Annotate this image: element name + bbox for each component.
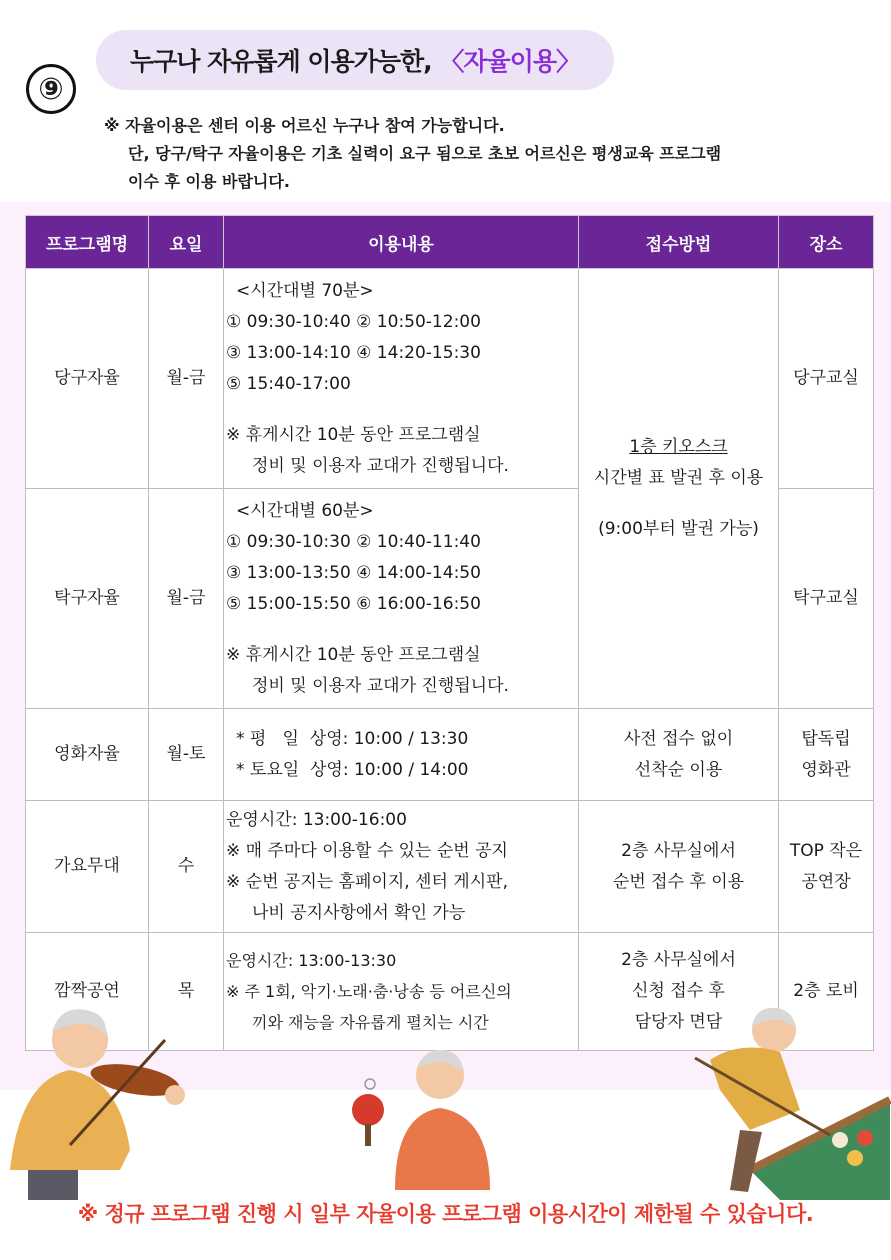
- program-place: 당구교실: [779, 269, 874, 489]
- program-day: 수: [149, 801, 224, 933]
- program-name: 당구자율: [26, 269, 149, 489]
- program-name: 깜짝공연: [26, 933, 149, 1051]
- program-content: [224, 801, 579, 933]
- content-line: 정비 및 이용자 교대가 진행됩니다.: [252, 675, 509, 696]
- violinist-illustration: [0, 1000, 210, 1200]
- program-place: 탁구교실: [779, 489, 874, 709]
- content-line: <시간대별 60분>: [236, 500, 374, 521]
- method-line: 2층 사무실에서: [621, 840, 736, 861]
- content-line: 끼와 재능을 자유롭게 펼치는 시간: [252, 1013, 489, 1032]
- notice-text: [104, 112, 721, 196]
- program-day: 목: [149, 933, 224, 1051]
- program-name: 탁구자율: [26, 489, 149, 709]
- place-line: 공연장: [801, 871, 851, 892]
- header-method: 접수방법: [579, 216, 779, 269]
- program-method: [579, 801, 779, 933]
- program-table: [25, 215, 874, 1051]
- notice-line-1: ※ 자율이용은 센터 이용 어르신 누구나 참여 가능합니다.: [104, 116, 505, 135]
- table-row: [26, 709, 874, 801]
- content-line: <시간대별 70분>: [236, 280, 374, 301]
- program-place: [779, 709, 874, 801]
- table-row: [26, 801, 874, 933]
- program-name: 가요무대: [26, 801, 149, 933]
- method-line: 순번 접수 후 이용: [612, 871, 745, 892]
- program-day: 월-토: [149, 709, 224, 801]
- content-line: ※ 매 주마다 이용할 수 있는 순번 공지: [226, 840, 508, 861]
- method-line: 시간별 표 발권 후 이용: [593, 468, 764, 488]
- title-highlight: 〈자율이용〉: [439, 47, 581, 76]
- content-line: 운영시간: 13:00-13:30: [226, 951, 397, 970]
- section-number: ⑨: [26, 64, 76, 114]
- content-line: ① 09:30-10:40 ② 10:50-12:00: [226, 311, 481, 332]
- header-program-name: 프로그램명: [26, 216, 149, 269]
- notice-line-3: 이수 후 이용 바랍니다.: [128, 172, 290, 191]
- program-place: [779, 801, 874, 933]
- content-line: ※ 휴게시간 10분 동안 프로그램실: [226, 424, 481, 445]
- content-line: ※ 순번 공지는 홈페이지, 센터 게시판,: [226, 871, 508, 892]
- method-line: (9:00부터 발권 가능): [598, 519, 759, 539]
- notice-line-2: 단, 당구/탁구 자율이용은 기초 실력이 요구 됨으로 초보 어르신은 평생교육 프로그램: [128, 144, 722, 163]
- shared-method-cell: [579, 269, 779, 709]
- table-tennis-player-illustration: [340, 1040, 500, 1200]
- header-content: 이용내용: [224, 216, 579, 269]
- method-line: 사전 접수 없이: [623, 728, 734, 749]
- program-content: [224, 709, 579, 801]
- program-name: 영화자율: [26, 709, 149, 801]
- content-line: ③ 13:00-13:50 ④ 14:00-14:50: [226, 562, 481, 583]
- program-place: 2층 로비: [779, 933, 874, 1051]
- header-day: 요일: [149, 216, 224, 269]
- content-line: ① 09:30-10:30 ② 10:40-11:40: [226, 531, 481, 552]
- method-line: 1층 키오스크: [629, 437, 728, 457]
- program-content: [224, 933, 579, 1051]
- content-line: ※ 주 1회, 악기·노래·춤·낭송 등 어르신의: [226, 982, 512, 1001]
- method-line: 2층 사무실에서: [621, 950, 736, 970]
- content-line: * 평 일 상영: 10:00 / 13:30: [236, 728, 469, 749]
- program-day: 월-금: [149, 269, 224, 489]
- place-line: 탑독립: [801, 728, 851, 749]
- method-line: 선착순 이용: [634, 759, 723, 780]
- table-header-row: [26, 216, 874, 269]
- method-line: 신청 접수 후: [632, 981, 725, 1001]
- content-line: 정비 및 이용자 교대가 진행됩니다.: [252, 455, 509, 476]
- method-line: 담당자 면담: [634, 1012, 723, 1032]
- program-content: [224, 489, 579, 709]
- header-place: 장소: [779, 216, 874, 269]
- program-day: 월-금: [149, 489, 224, 709]
- content-line: * 토요일 상영: 10:00 / 14:00: [236, 759, 469, 780]
- table-row: [26, 269, 874, 489]
- content-line: ⑤ 15:40-17:00: [226, 373, 351, 394]
- billiards-player-illustration: [690, 1000, 891, 1200]
- place-line: 영화관: [801, 759, 851, 780]
- content-line: 운영시간: 13:00-16:00: [226, 809, 407, 830]
- title-prefix: 누구나 자유롭게 이용가능한,: [129, 47, 432, 76]
- content-line: 나비 공지사항에서 확인 가능: [252, 902, 466, 923]
- content-line: ⑤ 15:00-15:50 ⑥ 16:00-16:50: [226, 593, 481, 614]
- footer-warning: ※ 정규 프로그램 진행 시 일부 자율이용 프로그램 이용시간이 제한될 수 있습니다.: [77, 1202, 814, 1226]
- program-method: [579, 709, 779, 801]
- page-title: [96, 30, 614, 90]
- place-line: TOP 작은: [789, 840, 863, 861]
- program-content: [224, 269, 579, 489]
- content-line: ※ 휴게시간 10분 동안 프로그램실: [226, 644, 481, 665]
- content-line: ③ 13:00-14:10 ④ 14:20-15:30: [226, 342, 481, 363]
